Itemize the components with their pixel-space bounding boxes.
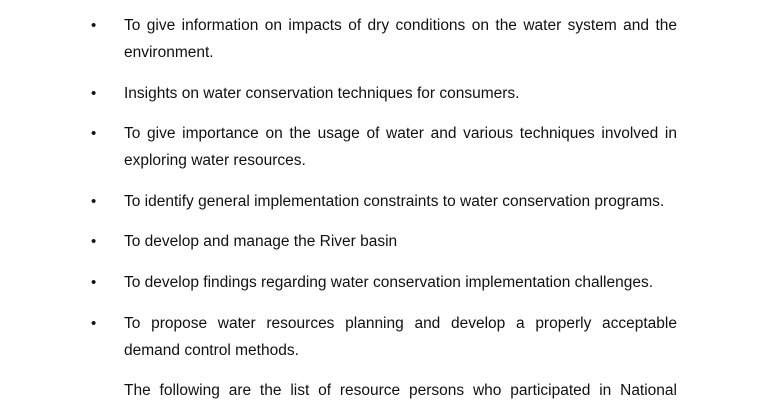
bullet-marker: • (91, 233, 97, 250)
bullet-text: To give importance on the usage of water and various techniques involved in exploring water resources. (124, 125, 677, 169)
bullet-marker: • (91, 274, 97, 291)
bullet-marker: • (91, 17, 97, 34)
bullet-text: To identify general implementation constraints to water conservation programs. (124, 193, 665, 210)
bullet-text: To give information on impacts of dry conditions on the water system and the environment. (124, 17, 677, 61)
bullet-text: To propose water resources planning and develop a properly acceptable demand control methods. (124, 315, 677, 359)
bullet-marker: • (91, 315, 97, 332)
bullet-text: To develop findings regarding water conservation implementation challenges. (124, 274, 654, 291)
bullet-marker: • (91, 125, 97, 142)
bullet-marker: • (91, 193, 97, 210)
bullet-text: Insights on water conservation techniques for consumers. (124, 85, 520, 102)
closing-paragraph: The following are the list of resource persons who participated in National (124, 382, 677, 399)
bullet-text: To develop and manage the River basin (124, 233, 398, 250)
bullet-marker: • (91, 85, 97, 102)
